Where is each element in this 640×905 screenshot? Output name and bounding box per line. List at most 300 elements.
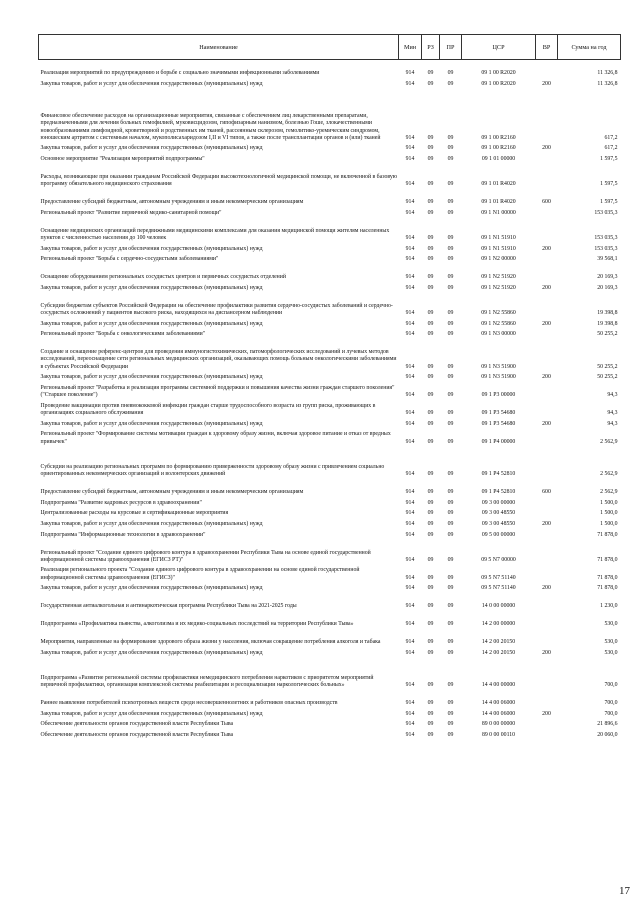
row-pr: 09 — [447, 410, 454, 417]
row-pr: 09 — [447, 585, 454, 592]
row-min: 914 — [405, 574, 415, 581]
table-row — [39, 163, 621, 188]
row-csr: 09 1 01 R4020 — [481, 199, 516, 206]
budget-table — [38, 34, 621, 739]
row-rz: 09 — [427, 621, 434, 628]
row-pr: 09 — [447, 181, 454, 188]
row-min: 914 — [405, 681, 415, 688]
row-min: 914 — [405, 284, 415, 291]
row-vr — [536, 528, 558, 539]
header-csr: ЦСР — [462, 35, 536, 60]
row-name: Закупка товаров, работ и услуг для обеспечения государственных (муниципальных) нужд — [40, 284, 263, 291]
row-name: Предоставление субсидий бюджетным, автономным учреждениям и иным некоммерческим организациям — [40, 488, 304, 495]
table-row — [39, 77, 621, 88]
row-vr — [536, 718, 558, 729]
row-vr — [536, 428, 558, 446]
row-vr: 200 — [542, 80, 551, 87]
table-row — [39, 517, 621, 528]
row-name: Региональный проект "Борьба с онкологическими заболеваниями" — [40, 331, 206, 338]
row-csr: 14 4 00 06000 — [481, 710, 516, 717]
row-csr: 09 1 00 R2160 — [481, 134, 516, 141]
row-rz: 09 — [427, 731, 434, 738]
table-row — [39, 417, 621, 428]
row-sum: 153 035,3 — [594, 234, 618, 241]
row-csr: 09 3 00 48550 — [481, 520, 516, 527]
row-pr: 09 — [447, 470, 454, 477]
row-vr: 600 — [542, 488, 551, 495]
row-csr: 14 2 00 20150 — [481, 649, 516, 656]
row-rz: 09 — [427, 410, 434, 417]
table-row — [39, 646, 621, 657]
row-sum: 1 500,0 — [600, 499, 618, 506]
row-pr: 09 — [447, 156, 454, 163]
row-vr: 200 — [542, 520, 551, 527]
row-min: 914 — [405, 556, 415, 563]
row-min: 914 — [405, 274, 415, 281]
row-min: 914 — [405, 256, 415, 263]
header-sum: Сумма на год — [558, 35, 621, 60]
row-rz: 09 — [427, 574, 434, 581]
row-min: 914 — [405, 520, 415, 527]
row-sum: 1 597,5 — [600, 181, 618, 188]
row-csr: 09 1 N1 51910 — [481, 245, 516, 252]
row-sum: 2 562,9 — [600, 488, 618, 495]
row-sum: 94,3 — [607, 410, 618, 417]
row-rz: 09 — [427, 320, 434, 327]
row-vr — [536, 610, 558, 628]
row-vr: 200 — [542, 145, 551, 152]
row-csr: 09 5 N7 51140 — [481, 585, 516, 592]
row-vr — [536, 292, 558, 317]
row-min: 914 — [405, 699, 415, 706]
row-sum: 20 060,0 — [597, 731, 618, 738]
table-row — [39, 628, 621, 646]
row-name: Закупка товаров, работ и услуг для обеспечения государственных (муниципальных) нужд — [40, 649, 263, 656]
row-csr: 09 1 P4 00000 — [481, 438, 516, 445]
row-sum: 530,0 — [604, 649, 618, 656]
row-sum: 11 326,8 — [597, 80, 618, 87]
row-pr: 09 — [447, 510, 454, 517]
row-rz: 09 — [427, 234, 434, 241]
table-header — [39, 35, 621, 60]
table-body — [39, 60, 621, 740]
row-sum: 71 878,0 — [597, 574, 618, 581]
table-row — [39, 217, 621, 242]
row-min: 914 — [405, 320, 415, 327]
row-csr: 09 1 P3 54680 — [481, 420, 516, 427]
row-pr: 09 — [447, 721, 454, 728]
row-sum: 2 562,9 — [600, 470, 618, 477]
row-rz: 09 — [427, 284, 434, 291]
row-pr: 09 — [447, 70, 454, 77]
row-csr: 09 3 00 00000 — [481, 499, 516, 506]
row-min: 914 — [405, 638, 415, 645]
table-row — [39, 707, 621, 718]
row-vr — [536, 382, 558, 400]
table-row — [39, 657, 621, 689]
row-min: 914 — [405, 70, 415, 77]
row-sum: 50 255,2 — [597, 374, 618, 381]
row-pr: 09 — [447, 363, 454, 370]
row-min: 914 — [405, 710, 415, 717]
row-sum: 617,2 — [604, 145, 618, 152]
row-name: Подпрограмма «Профилактика пьянства, алкоголизма и их медико-социальных последствий на территории Республики Тыва» — [40, 621, 354, 628]
row-vr: 200 — [542, 284, 551, 291]
row-pr: 09 — [447, 499, 454, 506]
row-pr: 09 — [447, 320, 454, 327]
table-row — [39, 564, 621, 582]
row-min: 914 — [405, 209, 415, 216]
row-name: Закупка товаров, работ и услуг для обеспечения государственных (муниципальных) нужд — [40, 520, 263, 527]
table-row — [39, 188, 621, 206]
row-sum: 94,3 — [607, 392, 618, 399]
row-pr: 09 — [447, 374, 454, 381]
row-name: Региональный проект "Разработка и реализация программы системной поддержки и повышения качества жизни граждан старшего поколения" ("Старшее поколение") — [40, 385, 395, 399]
row-rz: 09 — [427, 156, 434, 163]
row-rz: 09 — [427, 649, 434, 656]
row-csr: 09 1 N3 51900 — [481, 363, 516, 370]
row-pr: 09 — [447, 649, 454, 656]
row-min: 914 — [405, 649, 415, 656]
row-vr — [536, 153, 558, 164]
row-sum: 71 878,0 — [597, 585, 618, 592]
row-min: 914 — [405, 488, 415, 495]
row-csr: 14 2 00 00000 — [481, 621, 516, 628]
table-row — [39, 292, 621, 317]
row-pr: 09 — [447, 392, 454, 399]
row-min: 914 — [405, 731, 415, 738]
row-vr — [536, 163, 558, 188]
row-rz: 09 — [427, 603, 434, 610]
row-name: Закупка товаров, работ и услуг для обеспечения государственных (муниципальных) нужд — [40, 80, 263, 87]
table-row — [39, 328, 621, 339]
row-sum: 153 035,3 — [594, 209, 618, 216]
budget-table-sheet — [38, 34, 620, 739]
row-vr — [536, 217, 558, 242]
row-sum: 50 255,2 — [597, 363, 618, 370]
table-row — [39, 142, 621, 153]
row-rz: 09 — [427, 420, 434, 427]
row-rz: 09 — [427, 80, 434, 87]
row-min: 914 — [405, 621, 415, 628]
row-sum: 530,0 — [604, 638, 618, 645]
row-rz: 09 — [427, 392, 434, 399]
row-pr: 09 — [447, 199, 454, 206]
row-csr: 09 1 00 R2020 — [481, 80, 516, 87]
row-pr: 09 — [447, 209, 454, 216]
row-rz: 09 — [427, 70, 434, 77]
row-rz: 09 — [427, 520, 434, 527]
row-rz: 09 — [427, 331, 434, 338]
row-sum: 11 326,8 — [597, 70, 618, 77]
row-name: Оснащение оборудованием региональных сосудистых центров и первичных сосудистых отделений — [40, 274, 286, 281]
row-name: Обеспечение деятельности органов государственной власти Республики Тыва — [40, 721, 234, 728]
row-name: Закупка товаров, работ и услуг для обеспечения государственных (муниципальных) нужд — [40, 374, 263, 381]
header-min: Мин — [399, 35, 422, 60]
table-row — [39, 528, 621, 539]
row-vr: 200 — [542, 585, 551, 592]
row-rz: 09 — [427, 699, 434, 706]
row-name: Централизованные расходы на курсовые и сертификационные мероприятия — [40, 510, 229, 517]
row-vr — [536, 507, 558, 518]
table-row — [39, 728, 621, 739]
row-pr: 09 — [447, 274, 454, 281]
row-min: 914 — [405, 585, 415, 592]
row-min: 914 — [405, 309, 415, 316]
row-pr: 09 — [447, 309, 454, 316]
row-rz: 09 — [427, 363, 434, 370]
row-name: Закупка товаров, работ и услуг для обеспечения государственных (муниципальных) нужд — [40, 320, 263, 327]
row-name: Региональный проект "Борьба с сердечно-сосудистыми заболеваниями" — [40, 256, 219, 263]
row-csr: 14 2 00 20150 — [481, 638, 516, 645]
row-vr: 200 — [542, 374, 551, 381]
row-name: Создание и оснащение референс-центров для проведения иммуногистохимических, патоморфологических исследований и лучевых методов исследований, переоснащение сети региональных медицинских организаций, оказывающих помощь больным онкологическими заболеваниями в субъектах Российской Федерации — [40, 349, 397, 370]
row-pr: 09 — [447, 621, 454, 628]
row-vr — [536, 206, 558, 217]
row-csr: 09 1 N2 00000 — [481, 256, 516, 263]
row-pr: 09 — [447, 574, 454, 581]
table-row — [39, 317, 621, 328]
row-csr: 09 1 P3 00000 — [481, 392, 516, 399]
row-sum: 21 896,6 — [597, 721, 618, 728]
row-name: Основное мероприятие "Реализация мероприятий подпрограммы" — [40, 156, 205, 163]
row-vr: 600 — [542, 199, 551, 206]
row-csr: 09 1 P4 52810 — [481, 470, 516, 477]
row-name: Региональный проект "Создание единого цифрового контура в здравоохранении Республики Тыва на основе единой государственной информационной системы здравоохранения (ЕГИСЗ РТ)" — [40, 549, 371, 563]
row-sum: 700,0 — [604, 681, 618, 688]
row-name: Субсидии на реализацию региональных программ по формированию приверженности здоровому образу жизни с привлечением социально ориентированных некоммерческих организаций и волонтерских движений — [40, 463, 385, 477]
row-sum: 39 568,1 — [597, 256, 618, 263]
row-csr: 09 1 00 R2160 — [481, 145, 516, 152]
row-name: Закупка товаров, работ и услуг для обеспечения государственных (муниципальных) нужд — [40, 710, 263, 717]
row-pr: 09 — [447, 531, 454, 538]
row-name: Раннее выявление потребителей психотропных веществ среди несовершеннолетних и работников опасных производств — [40, 699, 338, 706]
row-sum: 1 597,5 — [600, 156, 618, 163]
row-name: Государственная антиалкогольная и антинаркотическая программа Республики Тыва на 2021-2025 годы — [40, 603, 297, 610]
table-row — [39, 582, 621, 593]
row-rz: 09 — [427, 274, 434, 281]
table-row — [39, 88, 621, 142]
row-sum: 20 169,3 — [597, 274, 618, 281]
table-row — [39, 339, 621, 371]
row-pr: 09 — [447, 134, 454, 141]
row-rz: 09 — [427, 374, 434, 381]
row-csr: 09 1 N1 00000 — [481, 209, 516, 216]
row-name: Оснащение медицинских организаций передвижными медицинскими комплексами для оказания медицинской помощи жителям населенных пунктов с численностью населения до 100 человек — [40, 227, 390, 241]
row-name: Расходы, возникающие при оказании гражданам Российской Федерации высокотехнологичной медицинской помощи, не включенной в базовую программу обязательного медицинского страхования — [40, 174, 398, 188]
row-csr: 09 1 00 R2020 — [481, 70, 516, 77]
row-min: 914 — [405, 156, 415, 163]
row-rz: 09 — [427, 438, 434, 445]
row-min: 914 — [405, 374, 415, 381]
row-rz: 09 — [427, 145, 434, 152]
row-csr: 09 1 N2 51920 — [481, 274, 516, 281]
row-min: 914 — [405, 145, 415, 152]
row-min: 914 — [405, 199, 415, 206]
table-row — [39, 689, 621, 707]
row-name: Финансовое обеспечение расходов на организационные мероприятия, связанные с обеспечением лиц лекарственными препаратами, предназначенными для лечения больных гемофилией, муковисцидозом, гипофизарным нанизмом, болезнью Гоше, злокачественными новообразованиями лимфоидной, кроветворной и родственных им тканей, рассеянным склерозом, гемолитико-уремическим синдромом, юношеским артритом с системным началом, мукополисахаридозом I,II и VI типов, а также после трансплантации органов и (или) тканей — [40, 113, 381, 141]
row-vr: 200 — [542, 420, 551, 427]
row-vr — [536, 592, 558, 610]
row-name: Реализация мероприятий по предупреждению и борьбе с социально значимыми инфекционными заболеваниями — [40, 70, 320, 77]
row-rz: 09 — [427, 710, 434, 717]
row-sum: 1 500,0 — [600, 510, 618, 517]
row-rz: 09 — [427, 470, 434, 477]
row-sum: 530,0 — [604, 621, 618, 628]
row-vr — [536, 339, 558, 371]
row-csr: 09 5 N7 00000 — [481, 556, 516, 563]
row-vr — [536, 253, 558, 264]
row-vr — [536, 263, 558, 281]
row-pr: 09 — [447, 438, 454, 445]
row-pr: 09 — [447, 420, 454, 427]
row-csr: 09 1 01 00000 — [481, 156, 516, 163]
row-name: Обеспечение деятельности органов государственной власти Республики Тыва — [40, 731, 234, 738]
row-min: 914 — [405, 531, 415, 538]
row-pr: 09 — [447, 681, 454, 688]
row-rz: 09 — [427, 181, 434, 188]
table-row — [39, 60, 621, 78]
row-sum: 700,0 — [604, 710, 618, 717]
row-rz: 09 — [427, 256, 434, 263]
row-csr: 14 0 00 00000 — [481, 603, 516, 610]
table-row — [39, 592, 621, 610]
row-csr: 09 1 N2 55860 — [481, 309, 516, 316]
row-name: Реализация регионального проекта "Создание единого цифрового контура в здравоохранении на основе единой государственной информационной системы здравоохранения (ЕГИСЗ)" — [40, 567, 360, 581]
row-name: Закупка товаров, работ и услуг для обеспечения государственных (муниципальных) нужд — [40, 420, 263, 427]
row-vr — [536, 328, 558, 339]
row-min: 914 — [405, 245, 415, 252]
row-csr: 14 4 00 06000 — [481, 699, 516, 706]
row-pr: 09 — [447, 731, 454, 738]
row-name: Подпрограмма "Развитие кадровых ресурсов в здравоохранении" — [40, 499, 202, 506]
table-row — [39, 539, 621, 564]
row-pr: 09 — [447, 145, 454, 152]
row-vr — [536, 496, 558, 507]
row-csr: 09 1 P3 54680 — [481, 410, 516, 417]
row-pr: 09 — [447, 603, 454, 610]
row-rz: 09 — [427, 134, 434, 141]
row-pr: 09 — [447, 80, 454, 87]
row-pr: 09 — [447, 245, 454, 252]
row-min: 914 — [405, 181, 415, 188]
row-csr: 09 5 N7 51140 — [481, 574, 516, 581]
row-min: 914 — [405, 363, 415, 370]
row-vr: 200 — [542, 320, 551, 327]
row-min: 914 — [405, 603, 415, 610]
row-rz: 09 — [427, 721, 434, 728]
table-row — [39, 610, 621, 628]
row-pr: 09 — [447, 488, 454, 495]
row-min: 914 — [405, 721, 415, 728]
row-pr: 09 — [447, 520, 454, 527]
table-row — [39, 263, 621, 281]
row-csr: 09 1 01 R4020 — [481, 181, 516, 188]
row-rz: 09 — [427, 510, 434, 517]
row-sum: 50 255,2 — [597, 331, 618, 338]
row-csr: 09 1 P4 52810 — [481, 488, 516, 495]
row-vr — [536, 628, 558, 646]
row-sum: 19 398,8 — [597, 309, 618, 316]
row-sum: 617,2 — [604, 134, 618, 141]
row-csr: 09 5 00 00000 — [481, 531, 516, 538]
row-sum: 2 562,9 — [600, 438, 618, 445]
row-pr: 09 — [447, 331, 454, 338]
row-csr: 09 1 N3 00000 — [481, 331, 516, 338]
row-vr — [536, 88, 558, 142]
row-sum: 153 035,3 — [594, 245, 618, 252]
row-sum: 1 597,5 — [600, 199, 618, 206]
table-row — [39, 718, 621, 729]
row-vr — [536, 728, 558, 739]
row-sum: 71 878,0 — [597, 556, 618, 563]
row-name: Мероприятия, направленные на формирование здорового образа жизни у населения, включая сокращение потребления алкоголя и табака — [40, 638, 381, 645]
row-rz: 09 — [427, 488, 434, 495]
row-rz: 09 — [427, 209, 434, 216]
row-vr — [536, 689, 558, 707]
row-sum: 700,0 — [604, 699, 618, 706]
row-min: 914 — [405, 420, 415, 427]
row-pr: 09 — [447, 710, 454, 717]
header-vr: ВР — [536, 35, 558, 60]
row-min: 914 — [405, 331, 415, 338]
table-row — [39, 242, 621, 253]
row-rz: 09 — [427, 499, 434, 506]
row-pr: 09 — [447, 699, 454, 706]
table-row — [39, 399, 621, 417]
row-sum: 94,3 — [607, 420, 618, 427]
row-rz: 09 — [427, 309, 434, 316]
table-row — [39, 496, 621, 507]
row-name: Предоставление субсидий бюджетным, автономным учреждениям и иным некоммерческим организациям — [40, 199, 304, 206]
table-row — [39, 428, 621, 446]
row-min: 914 — [405, 438, 415, 445]
row-sum: 20 169,3 — [597, 284, 618, 291]
row-pr: 09 — [447, 556, 454, 563]
row-name: Региональный проект "Формирование системы мотивации граждан к здоровому образу жизни, включая здоровое питание и отказ от вредных привычек" — [40, 431, 391, 445]
table-row — [39, 382, 621, 400]
row-csr: 09 1 N2 51920 — [481, 284, 516, 291]
row-min: 914 — [405, 510, 415, 517]
table-row — [39, 507, 621, 518]
row-name: Закупка товаров, работ и услуг для обеспечения государственных (муниципальных) нужд — [40, 145, 263, 152]
row-pr: 09 — [447, 234, 454, 241]
row-vr — [536, 446, 558, 478]
row-rz: 09 — [427, 585, 434, 592]
row-name: Закупка товаров, работ и услуг для обеспечения государственных (муниципальных) нужд — [40, 585, 263, 592]
header-pr: ПР — [440, 35, 462, 60]
row-min: 914 — [405, 499, 415, 506]
row-vr — [536, 539, 558, 564]
table-row — [39, 371, 621, 382]
row-rz: 09 — [427, 531, 434, 538]
row-csr: 09 3 00 48550 — [481, 510, 516, 517]
row-csr: 89 0 00 00000 — [481, 721, 516, 728]
row-csr: 09 1 N3 51900 — [481, 374, 516, 381]
row-name: Субсидии бюджетам субъектов Российской Федерации на обеспечение профилактики развития сердечно-сосудистых заболеваний и сердечно-сосудистых осложнений у пациентов высокого риска, находящихся на диспансерном наблюдении — [40, 302, 393, 316]
row-min: 914 — [405, 470, 415, 477]
row-sum: 1 500,0 — [600, 520, 618, 527]
row-name: Подпрограмма «Развитие региональной системы профилактики немедицинского потребления наркотиков с приоритетом мероприятий первичной профилактики, организация комплексной системы реабилитации и ресоциализации наркологических больных» — [40, 674, 374, 688]
row-min: 914 — [405, 410, 415, 417]
table-row — [39, 153, 621, 164]
page-number: 17 — [619, 885, 630, 897]
table-row — [39, 206, 621, 217]
row-name: Закупка товаров, работ и услуг для обеспечения государственных (муниципальных) нужд — [40, 245, 263, 252]
row-csr: 09 1 N2 55860 — [481, 320, 516, 327]
row-pr: 09 — [447, 256, 454, 263]
row-vr — [536, 564, 558, 582]
